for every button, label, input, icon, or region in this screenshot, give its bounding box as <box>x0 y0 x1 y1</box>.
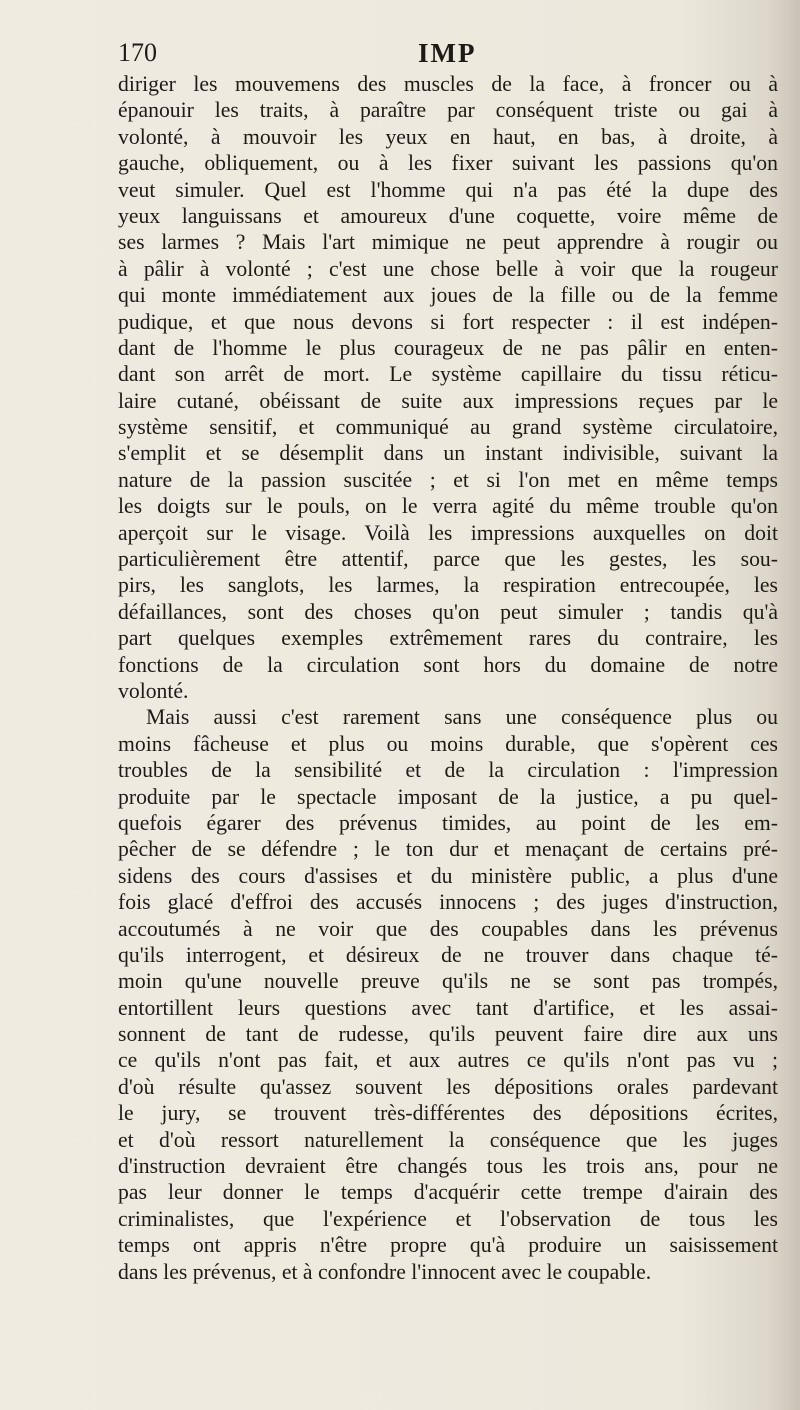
text-line: ce qu'ils n'ont pas fait, et aux autres ce qu'ils n'ont pas vu ; <box>118 1048 778 1073</box>
text-line: pudique, et que nous devons si fort respecter : il est indépen- <box>118 309 778 334</box>
page-number: 170 <box>118 38 157 67</box>
text-line: aperçoit sur le visage. Voilà les impressions auxquelles on doit <box>118 520 778 545</box>
text-line: temps ont appris n'être propre qu'à produire un saisissement <box>118 1233 778 1258</box>
text-line: volonté. <box>118 678 189 703</box>
page-header <box>118 38 778 70</box>
text-line: dant son arrêt de mort. Le système capillaire du tissu réticu- <box>118 362 778 387</box>
text-line: criminalistes, que l'expérience et l'observation de tous les <box>118 1206 778 1231</box>
text-line: quefois égarer des prévenus timides, au point de les em- <box>118 810 778 835</box>
text-line: et d'où ressort naturellement la conséquence que les juges <box>118 1127 778 1152</box>
text-line: sonnent de tant de rudesse, qu'ils peuvent faire dire aux uns <box>118 1022 778 1047</box>
text-line: particulièrement être attentif, parce que les gestes, les sou- <box>118 547 778 572</box>
text-line: accoutumés à ne voir que des coupables dans les prévenus <box>118 916 778 941</box>
text-line: ses larmes ? Mais l'art mimique ne peut apprendre à rougir ou <box>118 230 778 255</box>
paragraph <box>118 71 778 704</box>
running-head: IMP <box>418 38 477 68</box>
text-line: épanouir les traits, à paraître par conséquent triste ou gai à <box>118 98 778 123</box>
text-line: moin qu'une nouvelle preuve qu'ils ne se sont pas trompés, <box>118 969 778 994</box>
text-line: sidens des cours d'assises et du ministère public, a plus d'une <box>118 863 778 888</box>
text-line: défaillances, sont des choses qu'on peut simuler ; tandis qu'à <box>118 599 778 624</box>
text-line: fonctions de la circulation sont hors du domaine de notre <box>118 652 778 677</box>
text-line: produite par le spectacle imposant de la justice, a pu quel- <box>118 784 778 809</box>
paragraph <box>118 704 778 1285</box>
text-line: à pâlir à volonté ; c'est une chose belle à voir que la rougeur <box>118 256 778 281</box>
text-line: nature de la passion suscitée ; et si l'on met en même temps <box>118 467 778 492</box>
text-line: le jury, se trouvent très-différentes des dépositions écrites, <box>118 1101 778 1126</box>
text-line: gauche, obliquement, ou à les fixer suivant les passions qu'on <box>118 151 778 176</box>
text-line: les doigts sur le pouls, on le verra agité du même trouble qu'on <box>118 494 778 519</box>
text-line: part quelques exemples extrêmement rares du contraire, les <box>118 626 778 651</box>
text-line: dant de l'homme le plus courageux de ne pas pâlir en enten- <box>118 335 778 360</box>
text-line: s'emplit et se désemplit dans un instant indivisible, suivant la <box>118 441 778 466</box>
text-line: d'où résulte qu'assez souvent les dépositions orales pardevant <box>118 1074 778 1099</box>
text-line: Mais aussi c'est rarement sans une conséquence plus ou <box>146 705 778 730</box>
text-line: système sensitif, et communiqué au grand système circulatoire, <box>118 415 778 440</box>
text-line: entortillent leurs questions avec tant d'artifice, et les assai- <box>118 995 778 1020</box>
text-line: troubles de la sensibilité et de la circulation : l'impression <box>118 758 778 783</box>
text-line: pirs, les sanglots, les larmes, la respiration entrecoupée, les <box>118 573 778 598</box>
text-line: veut simuler. Quel est l'homme qui n'a pas été la dupe des <box>118 177 778 202</box>
text-line: diriger les mouvemens des muscles de la face, à froncer ou à <box>118 72 778 96</box>
text-line: d'instruction devraient être changés tous les trois ans, pour ne <box>118 1154 778 1179</box>
text-line: yeux languissans et amoureux d'une coquette, voire même de <box>118 203 778 228</box>
text-line: laire cutané, obéissant de suite aux impressions reçues par le <box>118 388 778 413</box>
text-line: qui monte immédiatement aux joues de la fille ou de la femme <box>118 283 778 308</box>
text-line: dans les prévenus, et à confondre l'innocent avec le coupable. <box>118 1259 652 1284</box>
text-line: pas leur donner le temps d'acquérir cette trempe d'airain des <box>118 1180 778 1205</box>
text-line: qu'ils interrogent, et désireux de ne trouver dans chaque té- <box>118 942 778 967</box>
text-line: fois glacé d'effroi des accusés innocens ; des juges d'instruction, <box>118 890 778 915</box>
text-line: moins fâcheuse et plus ou moins durable, que s'opèrent ces <box>118 731 778 756</box>
text-line: pêcher de se défendre ; le ton dur et menaçant de certains pré- <box>118 837 778 862</box>
text-line: volonté, à mouvoir les yeux en haut, en bas, à droite, à <box>118 124 778 149</box>
body-text <box>118 71 778 1285</box>
